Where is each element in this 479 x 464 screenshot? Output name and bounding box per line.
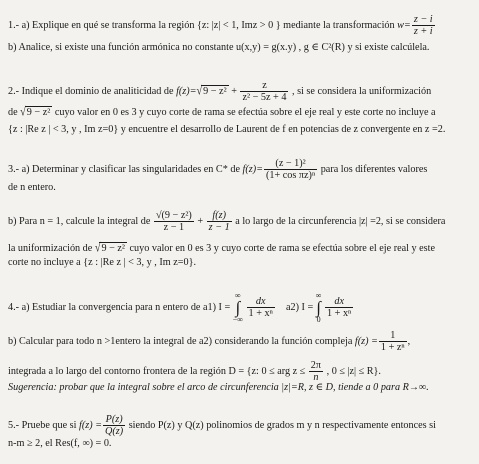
fraction: $\frac{dx}{\text{1 + xⁿ}}$ <box>327 296 352 319</box>
problem-3a-line2: de n entero. <box>8 182 56 193</box>
problem-4b-line2: integrada a lo largo del contorno frontera de la región D = {z: 0 ≤ arg z ≤ $\frac{2\pi}{n}$ , 0 ≤ |z| ≤ R}. <box>8 360 381 383</box>
problem-4b-line1: b) Calcular para todo n >1entero la integral de a2) considerando la función compleja f(z) = $\frac{1}{\text{1 + zⁿ}}$ , <box>8 330 411 353</box>
fraction: $\frac{\text{√(9 − z²)}}{z - 1}$ <box>155 210 192 233</box>
problem-label: 2.- <box>8 85 20 97</box>
problem-3b-line2: la uniformización de √9 − z² cuyo valor en 0 es 3 y cuyo corte de rama se efectúa sobre el eje real y este <box>8 241 435 255</box>
problem-label: 3.- a) <box>8 163 30 175</box>
problem-1b <box>8 42 475 54</box>
sqrt-body: 9 − z² <box>26 107 51 118</box>
problem-3b-line1: b) Para n = 1, calcule la integral de $\frac{\text{√(9 − z²)}}{z - 1}$ + $\frac{f(z)}{z - 1}$ a lo largo de la circunferencia |z| =2, si se considera <box>8 210 446 233</box>
formula-w: w= <box>397 19 411 31</box>
integral-symbol: ∞ ∫ −∞ <box>232 291 243 324</box>
problem-text: Explique en qué se transforma la región {z: |z| < 1, Imz > 0 } mediante la transformación <box>32 19 395 31</box>
fraction: $\frac{1}{\text{1 + zⁿ}}$ <box>380 330 405 353</box>
problem-label: 5.- <box>8 419 20 431</box>
problem-label: b) <box>8 215 17 227</box>
fraction: $\frac{z - i}{z + i}$ <box>413 14 433 37</box>
sqrt-body: 9 − z² <box>101 243 125 254</box>
problem-text: Analice, si existe una función armónica no constante u(x,y) = g(x.y) , g ∈ C²(R) y si existe calcúlela. <box>18 42 430 53</box>
fraction: $\frac{dx}{\text{1 + xⁿ}}$ <box>248 296 273 319</box>
problem-5-line1: 5.- Pruebe que si f(z) = $\frac{P(z)}{Q(z)}$ siendo P(z) y Q(z) polinomios de grados m y n respectivamente entonces si <box>8 414 436 437</box>
problem-2-line1: 2.- Indique el dominio de analiticidad de f(z)=√9 − z² + $\frac{z}{\text{z² − 5z + 4}}$ , si se considera la uniformización <box>8 80 432 103</box>
sqrt-symbol: √ <box>196 84 203 98</box>
problem-label: b) <box>8 42 17 53</box>
problem-4a: 4.- a) Estudiar la convergencia para n entero de a1) I = ∞ ∫ −∞ $\frac{dx}{\text{1 + xⁿ}}$ a2) I = ∞ ∫ 0 $\frac{dx}{\text{1 + xⁿ}}$ <box>8 291 352 324</box>
problem-label: b) <box>8 335 17 347</box>
problem-4b-hint: Sugerencia: probar que la integral sobre el arco de circunferencia |z|=R, z ∈ D, tiende a 0 para R→∞. <box>8 382 429 393</box>
sqrt-symbol: √ <box>20 105 26 119</box>
fraction: $\frac{z}{\text{z² − 5z + 4}}$ <box>242 80 287 103</box>
problem-2-line3: {z : |Re z | < 3, y , Im z=0} y encuentre el desarrollo de Laurent de f en potencias de z convergente en z =2. <box>8 124 446 135</box>
fraction: $\frac{\text{(z − 1)²}}{\text{(1+ cos πz)ⁿ}}$ <box>265 158 316 181</box>
problem-text: Indique el dominio de analiticidad de <box>21 85 174 97</box>
problem-1a <box>8 14 475 37</box>
integral-symbol: ∞ ∫ 0 <box>315 291 322 324</box>
fraction: $\frac{P(z)}{Q(z)}$ <box>105 414 124 437</box>
problem-2-line2: de √9 − z² cuyo valor en 0 es 3 y cuyo corte de rama se efectúa sobre el eje real y este corte no incluye a <box>8 105 436 119</box>
fraction: $\frac{f(z)}{z - 1}$ <box>208 210 230 233</box>
problem-label: 4.- a) <box>8 301 30 313</box>
problem-3a-line1: 3.- a) Determinar y clasificar las singularidades en C* de f(z)= $\frac{\text{(z − 1)²}}{\text{(1+ cos πz)ⁿ}}$ para los diferentes valores <box>8 158 428 181</box>
problem-3b-line3: corte no incluye a {z : |Re z | < 3, y , Im z=0}. <box>8 257 197 268</box>
sqrt-body: 9 − z² <box>203 85 227 97</box>
problem-5-line2: n-m ≥ 2, el Res(f, ∞) = 0. <box>8 438 112 449</box>
problem-label: 1.- a) <box>8 19 30 31</box>
fraction: $\frac{2\pi}{n}$ <box>310 360 322 383</box>
sqrt-symbol: √ <box>94 241 101 255</box>
